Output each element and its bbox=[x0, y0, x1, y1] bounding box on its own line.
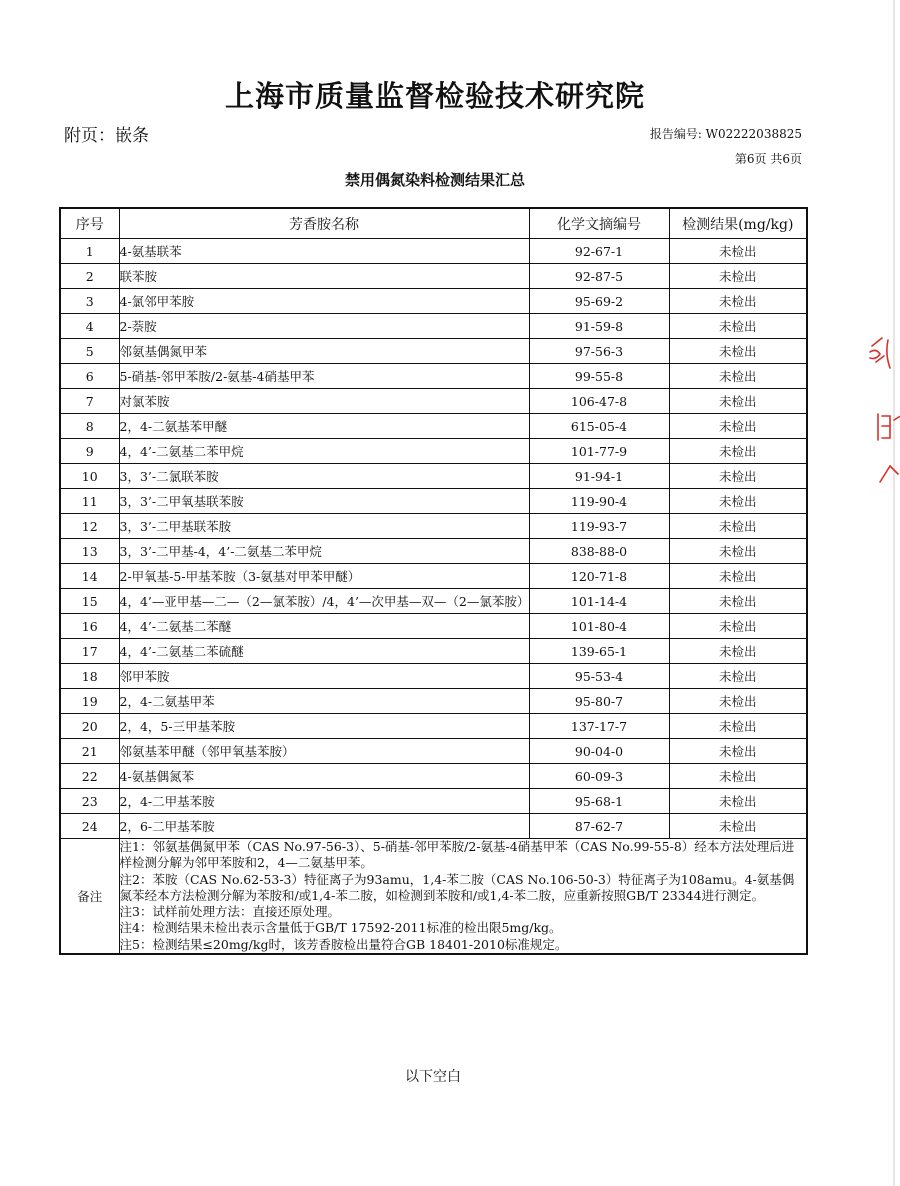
test-result: 未检出 bbox=[669, 614, 807, 639]
row-number: 23 bbox=[60, 789, 119, 814]
cas-number: 60-09-3 bbox=[529, 764, 669, 789]
table-row bbox=[60, 264, 807, 289]
attachment-label: 附页：嵌条 bbox=[64, 126, 149, 146]
cas-number: 92-67-1 bbox=[529, 239, 669, 264]
page-count: 第6页 共6页 bbox=[734, 152, 802, 166]
test-result: 未检出 bbox=[669, 364, 807, 389]
amine-name: 4-氨基联苯 bbox=[119, 239, 529, 264]
table-row bbox=[60, 639, 807, 664]
table-row bbox=[60, 714, 807, 739]
amine-name: 3，3’-二氯联苯胺 bbox=[119, 464, 529, 489]
amine-name: 4-氯邻甲苯胺 bbox=[119, 289, 529, 314]
row-number: 4 bbox=[60, 314, 119, 339]
remark-note-4: 注4：检测结果未检出表示含量低于GB/T 17592-2011标准的检出限5mg/kg。 bbox=[119, 920, 562, 936]
row-number: 10 bbox=[60, 464, 119, 489]
table-row bbox=[60, 764, 807, 789]
remark-note-5: 注5：检测结果≤20mg/kg时，该芳香胺检出量符合GB 18401-2010标准规定。 bbox=[119, 936, 568, 952]
remarks-row bbox=[60, 839, 807, 955]
blank-below-mark: 以下空白 bbox=[405, 1069, 461, 1085]
row-number: 18 bbox=[60, 664, 119, 689]
row-number: 8 bbox=[60, 414, 119, 439]
cas-number: 106-47-8 bbox=[529, 389, 669, 414]
amine-name: 2-萘胺 bbox=[119, 314, 529, 339]
amine-name: 邻氨基偶氮甲苯 bbox=[119, 339, 529, 364]
test-result: 未检出 bbox=[669, 514, 807, 539]
test-result: 未检出 bbox=[669, 714, 807, 739]
page-edge bbox=[893, 0, 895, 1186]
cas-number: 101-80-4 bbox=[529, 614, 669, 639]
report-number: 报告编号: W02222038825 bbox=[649, 127, 802, 141]
test-result: 未检出 bbox=[669, 739, 807, 764]
table-row bbox=[60, 414, 807, 439]
test-result: 未检出 bbox=[669, 464, 807, 489]
test-result: 未检出 bbox=[669, 689, 807, 714]
amine-name: 邻甲苯胺 bbox=[119, 664, 529, 689]
test-result: 未检出 bbox=[669, 389, 807, 414]
test-result: 未检出 bbox=[669, 789, 807, 814]
test-result: 未检出 bbox=[669, 264, 807, 289]
remark-note-1: 注1：邻氨基偶氮甲苯（CAS No.97-56-3）、5-硝基-邻甲苯胺/2-氨基-4硝基甲苯（CAS No.99-55-8）经本方法处理后进样检测分解为邻甲苯胺和2，4—二氨基甲苯。 bbox=[119, 839, 795, 871]
table-row bbox=[60, 439, 807, 464]
amine-name: 2，6-二甲基苯胺 bbox=[119, 814, 529, 839]
cas-number: 137-17-7 bbox=[529, 714, 669, 739]
remarks-content bbox=[119, 839, 807, 955]
remark-note-2: 注2：苯胺（CAS No.62-53-3）特征离子为93amu，1,4-苯二胺（CAS No.106-50-3）特征离子为108amu。4-氨基偶氮苯经本方法检测分解为苯胺和/或1,4-苯二胺，如检测到苯胺和/或1,4-苯二胺，应重新按照GB/T 23344进行测定。 bbox=[119, 871, 795, 903]
table-row bbox=[60, 289, 807, 314]
amine-name: 邻氨基苯甲醚（邻甲氧基苯胺） bbox=[119, 739, 529, 764]
test-result: 未检出 bbox=[669, 289, 807, 314]
organization-title: 上海市质量监督检验技术研究院 bbox=[224, 79, 645, 113]
remarks-label: 备注 bbox=[60, 839, 119, 955]
table-row bbox=[60, 514, 807, 539]
cas-number: 120-71-8 bbox=[529, 564, 669, 589]
table-row bbox=[60, 389, 807, 414]
seal-stamp-fragment bbox=[858, 322, 900, 492]
amine-name: 4，4’-二氨基二苯醚 bbox=[119, 614, 529, 639]
table-row bbox=[60, 789, 807, 814]
row-number: 21 bbox=[60, 739, 119, 764]
table-row bbox=[60, 589, 807, 614]
test-result: 未检出 bbox=[669, 639, 807, 664]
table-row bbox=[60, 739, 807, 764]
test-result: 未检出 bbox=[669, 314, 807, 339]
table-title: 禁用偶氮染料检测结果汇总 bbox=[344, 171, 525, 189]
table-row bbox=[60, 364, 807, 389]
test-result: 未检出 bbox=[669, 489, 807, 514]
test-result: 未检出 bbox=[669, 814, 807, 839]
table-row bbox=[60, 614, 807, 639]
amine-name: 4，4’—亚甲基—二—（2—氯苯胺）/4，4’—次甲基—双—（2—氯苯胺） bbox=[119, 589, 529, 614]
amine-name: 5-硝基-邻甲苯胺/2-氨基-4硝基甲苯 bbox=[119, 364, 529, 389]
row-number: 5 bbox=[60, 339, 119, 364]
amine-name: 2，4-二氨基甲苯 bbox=[119, 689, 529, 714]
table-header-row bbox=[60, 208, 807, 239]
table-row bbox=[60, 489, 807, 514]
row-number: 17 bbox=[60, 639, 119, 664]
cas-number: 615-05-4 bbox=[529, 414, 669, 439]
cas-number: 95-68-1 bbox=[529, 789, 669, 814]
header-cas-number: 化学文摘编号 bbox=[529, 208, 669, 239]
test-result: 未检出 bbox=[669, 539, 807, 564]
table-row bbox=[60, 564, 807, 589]
cas-number: 91-59-8 bbox=[529, 314, 669, 339]
table-row bbox=[60, 239, 807, 264]
cas-number: 838-88-0 bbox=[529, 539, 669, 564]
row-number: 13 bbox=[60, 539, 119, 564]
cas-number: 90-04-0 bbox=[529, 739, 669, 764]
row-number: 15 bbox=[60, 589, 119, 614]
test-result: 未检出 bbox=[669, 239, 807, 264]
row-number: 12 bbox=[60, 514, 119, 539]
cas-number: 139-65-1 bbox=[529, 639, 669, 664]
row-number: 24 bbox=[60, 814, 119, 839]
cas-number: 99-55-8 bbox=[529, 364, 669, 389]
cas-number: 119-90-4 bbox=[529, 489, 669, 514]
results-table bbox=[59, 207, 808, 955]
row-number: 7 bbox=[60, 389, 119, 414]
table-row bbox=[60, 814, 807, 839]
amine-name: 2-甲氧基-5-甲基苯胺（3-氨基对甲苯甲醚） bbox=[119, 564, 529, 589]
test-result: 未检出 bbox=[669, 339, 807, 364]
test-result: 未检出 bbox=[669, 764, 807, 789]
test-result: 未检出 bbox=[669, 439, 807, 464]
test-result: 未检出 bbox=[669, 589, 807, 614]
amine-name: 联苯胺 bbox=[119, 264, 529, 289]
row-number: 3 bbox=[60, 289, 119, 314]
cas-number: 95-80-7 bbox=[529, 689, 669, 714]
cas-number: 101-14-4 bbox=[529, 589, 669, 614]
header-amine-name: 芳香胺名称 bbox=[119, 208, 529, 239]
row-number: 2 bbox=[60, 264, 119, 289]
row-number: 16 bbox=[60, 614, 119, 639]
amine-name: 对氯苯胺 bbox=[119, 389, 529, 414]
header-serial-number: 序号 bbox=[60, 208, 119, 239]
amine-name: 2，4-二甲基苯胺 bbox=[119, 789, 529, 814]
cas-number: 95-69-2 bbox=[529, 289, 669, 314]
cas-number: 91-94-1 bbox=[529, 464, 669, 489]
row-number: 6 bbox=[60, 364, 119, 389]
row-number: 14 bbox=[60, 564, 119, 589]
amine-name: 4，4’-二氨基二苯硫醚 bbox=[119, 639, 529, 664]
row-number: 20 bbox=[60, 714, 119, 739]
row-number: 22 bbox=[60, 764, 119, 789]
test-result: 未检出 bbox=[669, 414, 807, 439]
table-row bbox=[60, 664, 807, 689]
amine-name: 3，3’-二甲基-4，4’-二氨基二苯甲烷 bbox=[119, 539, 529, 564]
header-result: 检测结果(mg/kg) bbox=[669, 208, 807, 239]
amine-name: 3，3’-二甲氧基联苯胺 bbox=[119, 489, 529, 514]
table-row bbox=[60, 689, 807, 714]
cas-number: 119-93-7 bbox=[529, 514, 669, 539]
remark-note-3: 注3：试样前处理方法：直接还原处理。 bbox=[119, 904, 340, 920]
amine-name: 4-氨基偶氮苯 bbox=[119, 764, 529, 789]
table-row bbox=[60, 339, 807, 364]
table-row bbox=[60, 539, 807, 564]
table-row bbox=[60, 314, 807, 339]
cas-number: 92-87-5 bbox=[529, 264, 669, 289]
cas-number: 101-77-9 bbox=[529, 439, 669, 464]
cas-number: 95-53-4 bbox=[529, 664, 669, 689]
row-number: 19 bbox=[60, 689, 119, 714]
row-number: 9 bbox=[60, 439, 119, 464]
row-number: 1 bbox=[60, 239, 119, 264]
amine-name: 2，4-二氨基苯甲醚 bbox=[119, 414, 529, 439]
row-number: 11 bbox=[60, 489, 119, 514]
cas-number: 97-56-3 bbox=[529, 339, 669, 364]
amine-name: 4，4’-二氨基二苯甲烷 bbox=[119, 439, 529, 464]
test-result: 未检出 bbox=[669, 564, 807, 589]
amine-name: 2，4，5-三甲基苯胺 bbox=[119, 714, 529, 739]
cas-number: 87-62-7 bbox=[529, 814, 669, 839]
amine-name: 3，3’-二甲基联苯胺 bbox=[119, 514, 529, 539]
table-row bbox=[60, 464, 807, 489]
test-result: 未检出 bbox=[669, 664, 807, 689]
